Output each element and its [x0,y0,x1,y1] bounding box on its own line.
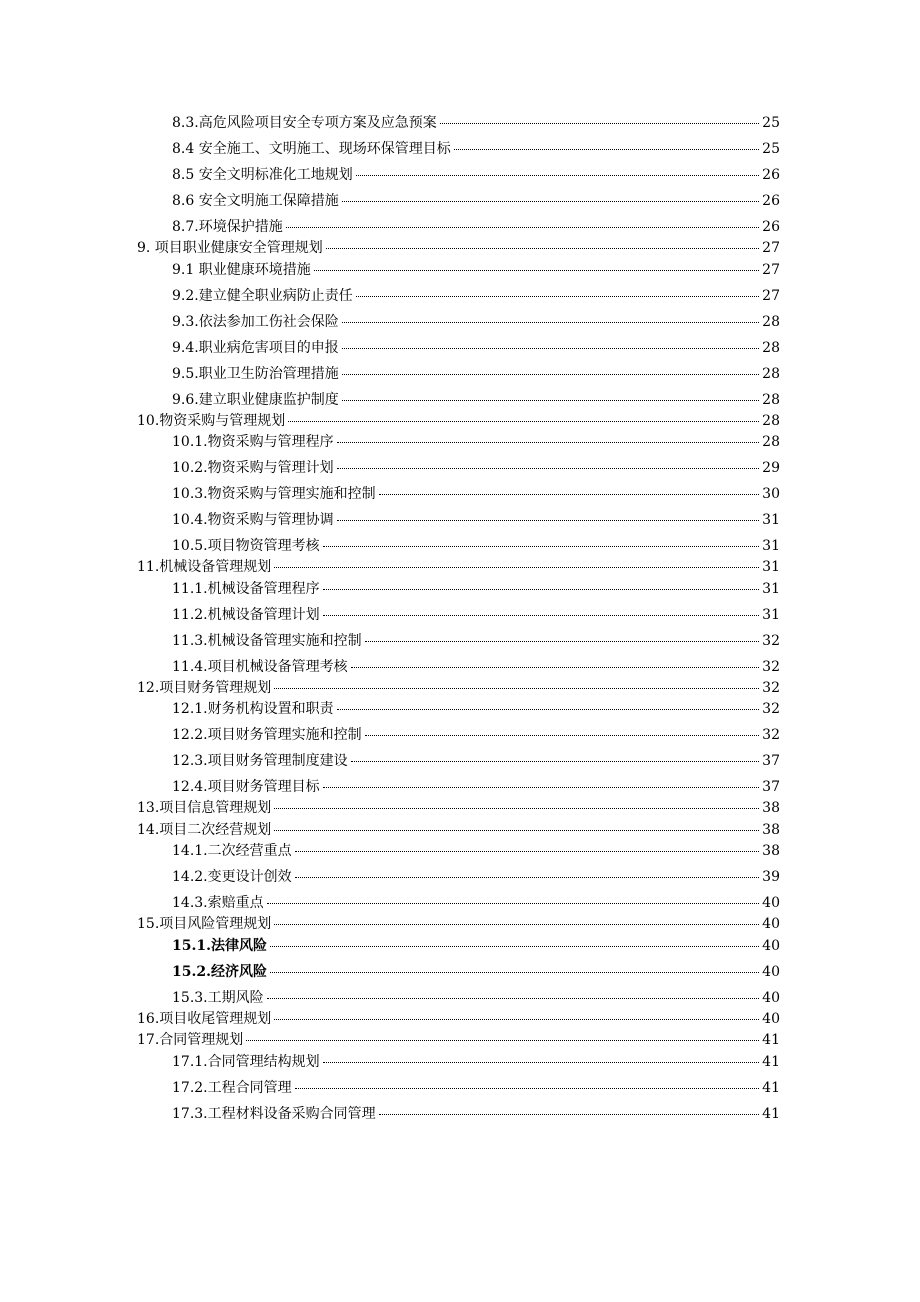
toc-entry-title: 15.2.经济风险 [172,963,267,980]
toc-subsection-entry[interactable] [0,726,780,752]
toc-subsection-entry[interactable] [0,261,780,287]
toc-page-number: 26 [762,193,780,209]
toc-subsection-entry[interactable] [0,365,780,391]
toc-subsection-entry[interactable] [0,580,780,606]
toc-page-number: 32 [762,658,780,675]
toc-dot-leader [270,946,759,947]
toc-entry-title: 10.1.物资采购与管理程序 [172,434,334,450]
toc-subsection-entry[interactable] [0,459,780,485]
toc-dot-leader [351,761,760,762]
toc-section-entry[interactable] [0,239,780,261]
toc-dot-leader [379,1114,760,1115]
toc-page-number: 29 [762,460,780,476]
toc-entry-title: 11.机械设备管理规划 [137,559,272,575]
toc-dot-leader [274,924,759,925]
toc-page-number: 30 [762,486,780,502]
toc-entry-title: 9.6.建立职业健康监护制度 [172,391,339,408]
toc-subsection-entry[interactable] [0,114,780,140]
toc-subsection-entry[interactable] [0,658,780,679]
toc-section-entry[interactable] [0,679,780,701]
toc-page-number: 27 [762,287,780,304]
toc-dot-leader [342,348,759,349]
toc-entry-title: 10.3.物资采购与管理实施和控制 [172,486,376,502]
toc-page-number: 40 [762,916,780,932]
toc-page-number: 31 [762,606,780,623]
toc-dot-leader [286,227,759,228]
toc-section-entry[interactable] [0,821,780,843]
toc-entry-title: 10.2.物资采购与管理计划 [172,460,334,476]
toc-page-number: 40 [762,937,780,954]
toc-entry-title: 11.1.机械设备管理程序 [172,580,320,597]
toc-subsection-entry[interactable] [0,937,780,963]
toc-dot-leader [351,667,760,668]
toc-subsection-entry[interactable] [0,1053,780,1079]
toc-entry-title: 16.项目收尾管理规划 [137,1010,272,1027]
toc-subsection-entry[interactable] [0,989,780,1010]
toc-entry-title: 8.3.高危风险项目安全专项方案及应急预案 [172,115,437,131]
toc-subsection-entry[interactable] [0,485,780,511]
toc-entry-title: 10.5.项目物资管理考核 [172,538,320,554]
toc-page-number: 28 [762,434,780,450]
toc-page-number: 32 [762,679,780,696]
toc-dot-leader [323,1062,760,1063]
toc-page-number: 31 [762,580,780,597]
toc-section-entry[interactable] [0,1031,780,1053]
toc-dot-leader [337,468,760,469]
toc-dot-leader [342,201,759,202]
toc-subsection-entry[interactable] [0,166,780,192]
toc-entry-title: 9.2.建立健全职业病防止责任 [172,287,353,304]
toc-section-entry[interactable] [0,412,780,434]
toc-entry-title: 14.1.二次经营重点 [172,843,292,859]
toc-page-number: 38 [762,800,780,816]
toc-entry-title: 15.3.工期风险 [172,989,264,1006]
toc-subsection-entry[interactable] [0,606,780,632]
toc-page-number: 32 [762,727,780,743]
toc-subsection-entry[interactable] [0,894,780,915]
toc-entry-title: 8.5 安全文明标准化工地规划 [172,167,353,183]
toc-subsection-entry[interactable] [0,868,780,894]
toc-entry-title: 9.5.职业卫生防治管理措施 [172,365,339,382]
toc-entry-title: 9.1 职业健康环境措施 [172,261,311,278]
toc-dot-leader [274,567,759,568]
toc-page-number: 25 [762,115,780,131]
toc-entry-title: 12.4.项目财务管理目标 [172,779,320,795]
toc-entry-title: 12.1.财务机构设置和职责 [172,701,334,717]
toc-entry-title: 9.4.职业病危害项目的申报 [172,339,339,356]
toc-page-number: 41 [762,1079,780,1096]
toc-subsection-entry[interactable] [0,313,780,339]
toc-page-number: 40 [762,1010,780,1027]
toc-entry-title: 14.项目二次经营规划 [137,821,272,838]
toc-page-number: 41 [762,1032,780,1048]
toc-dot-leader [365,735,760,736]
toc-page-number: 40 [762,989,780,1006]
toc-subsection-entry[interactable] [0,339,780,365]
toc-entry-title: 17.合同管理规划 [137,1032,244,1048]
toc-subsection-entry[interactable] [0,192,780,218]
toc-page-number: 28 [762,365,780,382]
toc-entry-title: 14.2.变更设计创效 [172,869,292,885]
toc-entry-title: 11.2.机械设备管理计划 [172,606,320,623]
toc-subsection-entry[interactable] [0,433,780,459]
toc-entry-title: 17.3.工程材料设备采购合同管理 [172,1105,376,1122]
toc-dot-leader [274,1019,759,1020]
toc-page-number: 41 [762,1053,780,1070]
toc-entry-title: 12.2.项目财务管理实施和控制 [172,727,362,743]
toc-page-number: 31 [762,538,780,554]
toc-section-entry[interactable] [0,558,780,580]
toc-dot-leader [323,787,760,788]
toc-entry-title: 15.1.法律风险 [172,937,267,954]
toc-subsection-entry[interactable] [0,700,780,726]
toc-dot-leader [323,546,760,547]
toc-dot-leader [314,270,759,271]
toc-section-entry[interactable] [0,915,780,937]
toc-page-number: 28 [762,339,780,356]
toc-subsection-entry[interactable] [0,842,780,868]
toc-dot-leader [356,175,759,176]
toc-entry-title: 15.项目风险管理规划 [137,916,272,932]
toc-entry-title: 11.4.项目机械设备管理考核 [172,658,348,675]
toc-entry-title: 9.3.依法参加工伤社会保险 [172,313,339,330]
toc-dot-leader [288,421,759,422]
toc-subsection-entry[interactable] [0,218,780,239]
toc-dot-leader [379,494,760,495]
toc-subsection-entry[interactable] [0,752,780,778]
toc-page-number: 31 [762,512,780,528]
toc-page-number: 37 [762,779,780,795]
toc-entry-title: 8.7.环境保护措施 [172,219,283,235]
toc-page-number: 39 [762,869,780,885]
toc-page-number: 40 [762,895,780,911]
toc-entry-title: 8.4 安全施工、文明施工、现场环保管理目标 [172,141,451,157]
toc-entry-title: 17.1.合同管理结构规划 [172,1053,320,1070]
toc-dot-leader [342,374,759,375]
toc-dot-leader [337,520,760,521]
toc-dot-leader [454,149,759,150]
toc-subsection-entry[interactable] [0,963,780,989]
toc-page-number: 40 [762,963,780,980]
toc-page-number: 31 [762,559,780,575]
toc-subsection-entry[interactable] [0,778,780,799]
toc-section-entry[interactable] [0,799,780,821]
toc-subsection-entry[interactable] [0,537,780,558]
toc-page-number: 28 [762,313,780,330]
toc-page-number: 37 [762,753,780,769]
toc-subsection-entry[interactable] [0,1105,780,1131]
toc-dot-leader [274,808,759,809]
toc-page-number: 27 [762,240,780,256]
toc-dot-leader [274,830,759,831]
toc-dot-leader [267,903,760,904]
toc-page-number: 41 [762,1105,780,1122]
toc-page-number: 38 [762,821,780,838]
toc-entry-title: 17.2.工程合同管理 [172,1079,292,1096]
toc-entry-title: 11.3.机械设备管理实施和控制 [172,632,362,649]
toc-subsection-entry[interactable] [0,511,780,537]
toc-page-number: 32 [762,632,780,649]
toc-dot-leader [356,296,759,297]
toc-entry-title: 10.4.物资采购与管理协调 [172,512,334,528]
toc-subsection-entry[interactable] [0,1079,780,1105]
toc-dot-leader [270,972,759,973]
toc-page-number: 27 [762,261,780,278]
toc-subsection-entry[interactable] [0,140,780,166]
toc-page-number: 25 [762,141,780,157]
toc-dot-leader [342,322,759,323]
toc-entry-title: 12.项目财务管理规划 [137,679,272,696]
toc-entry-title: 14.3.索赔重点 [172,895,264,911]
toc-subsection-entry[interactable] [0,632,780,658]
toc-dot-leader [365,641,760,642]
toc-dot-leader [267,998,760,999]
toc-dot-leader [326,248,759,249]
toc-dot-leader [323,615,760,616]
toc-page-number: 26 [762,167,780,183]
toc-dot-leader [295,1088,760,1089]
toc-dot-leader [295,851,760,852]
toc-entry-title: 10.物资采购与管理规划 [137,412,286,429]
toc-page-number: 28 [762,391,780,408]
toc-page-number: 28 [762,412,780,429]
toc-dot-leader [337,442,760,443]
toc-entry-title: 9. 项目职业健康安全管理规划 [137,240,323,256]
toc-dot-leader [342,400,759,401]
toc-dot-leader [295,877,760,878]
toc-dot-leader [337,709,760,710]
toc-entry-title: 12.3.项目财务管理制度建设 [172,753,348,769]
toc-dot-leader [323,589,760,590]
toc-dot-leader [246,1040,759,1041]
toc-page-number: 32 [762,701,780,717]
toc-dot-leader [274,688,759,689]
toc-section-entry[interactable] [0,1010,780,1032]
toc-subsection-entry[interactable] [0,391,780,412]
toc-subsection-entry[interactable] [0,287,780,313]
table-of-contents [0,114,920,1131]
toc-page-number: 26 [762,219,780,235]
toc-page-number: 38 [762,843,780,859]
toc-entry-title: 8.6 安全文明施工保障措施 [172,193,339,209]
toc-entry-title: 13.项目信息管理规划 [137,800,272,816]
toc-dot-leader [440,123,759,124]
